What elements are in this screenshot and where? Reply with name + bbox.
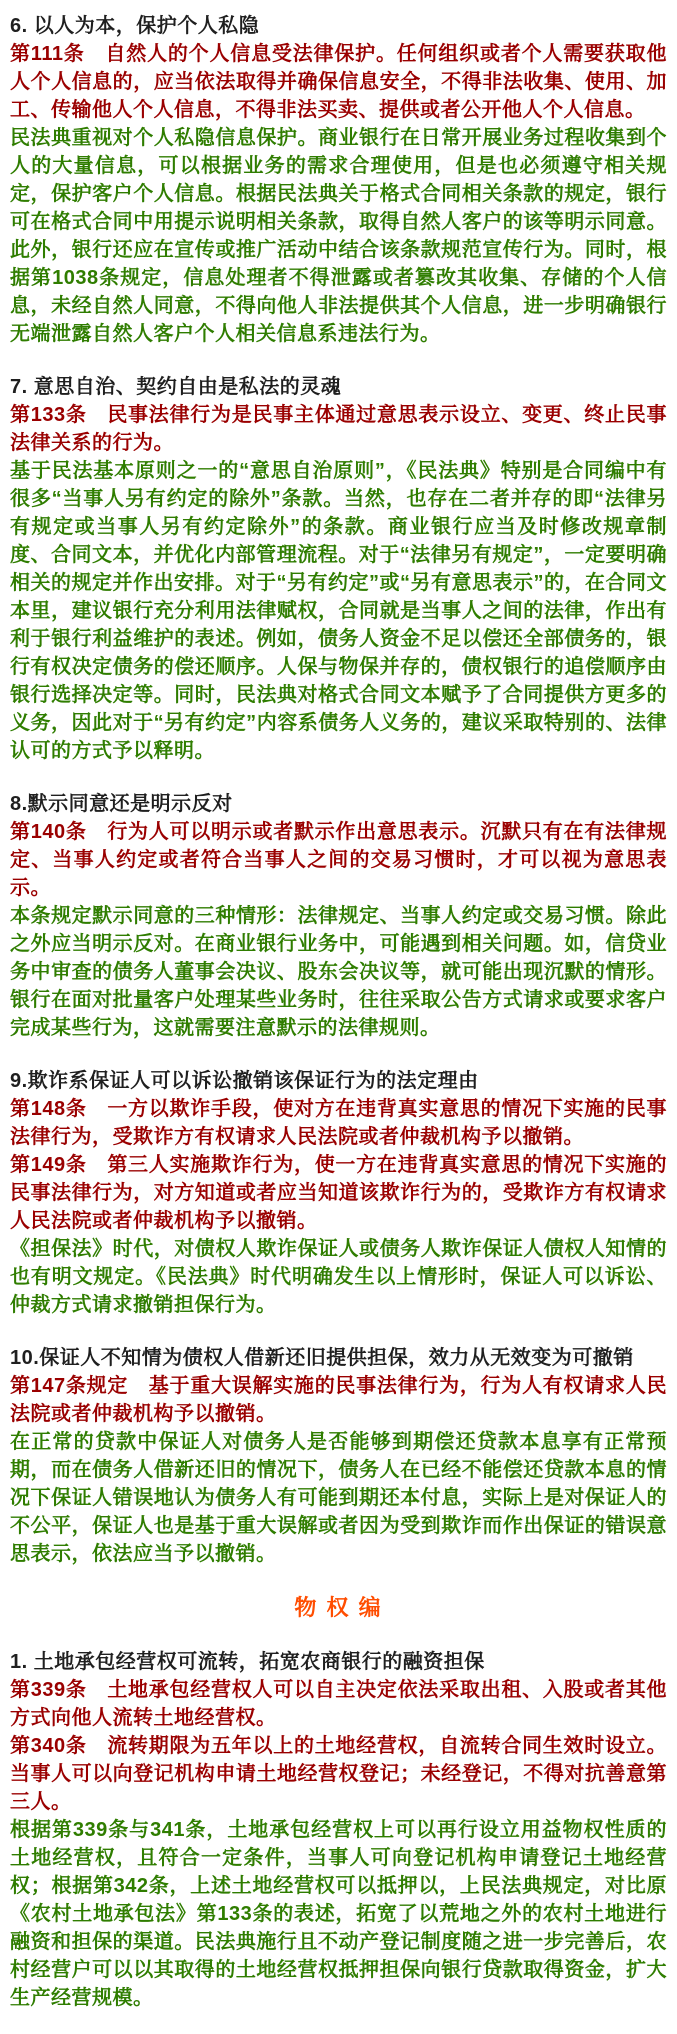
statute-paragraph: 第340条 流转期限为五年以上的土地经营权，自流转合同生效时设立。当事人可以向登记机构申请土地经营权登记；未经登记，不得对抗善意第三人。: [10, 1735, 667, 1813]
law-section: [10, 12, 667, 348]
part-title: 物 权 编: [294, 1595, 383, 1620]
law-section: [10, 790, 667, 1042]
statute-paragraph: 第149条 第三人实施欺诈行为，使一方在违背真实意思的情况下实施的民事法律行为，对方知道或者应当知道该欺诈行为的，受欺诈方有权请求人民法院或者仲裁机构予以撤销。: [10, 1154, 667, 1232]
statute-paragraph: 第140条 行为人可以明示或者默示作出意思表示。沉默只有在有法律规定、当事人约定或者符合当事人之间的交易习惯时，才可以视为意思表示。: [10, 821, 667, 899]
section-heading: 9.欺诈系保证人可以诉讼撤销该保证行为的法定理由: [10, 1070, 479, 1092]
section-heading: 6. 以人为本，保护个人私隐: [10, 15, 260, 37]
statute-paragraph: 第148条 一方以欺诈手段，使对方在违背真实意思的情况下实施的民事法律行为，受欺诈方有权请求人民法院或者仲裁机构予以撤销。: [10, 1098, 667, 1148]
statute-paragraph: 第133条 民事法律行为是民事主体通过意思表示设立、变更、终止民事法律关系的行为。: [10, 404, 667, 454]
section-heading: 10.保证人不知情为债权人借新还旧提供担保，效力从无效变为可撤销: [10, 1347, 634, 1369]
commentary-paragraph: 根据第339条与341条，土地承包经营权上可以再行设立用益物权性质的土地经营权，且符合一定条件，当事人可向登记机构申请登记土地经营权；根据第342条，上述土地经营权可以抵押以，上民法典规定，对比原《农村土地承包法》第133条的表述，拓宽了以荒地之外的农村土地进行融资和担保的渠道。民法典施行且不动产登记制度随之进一步完善后，农村经营户可以以其取得的土地经营权抵押担保向银行贷款取得资金，扩大生产经营规模。: [10, 1819, 667, 2009]
section-heading: 8.默示同意还是明示反对: [10, 793, 233, 815]
law-section: [10, 1648, 667, 2012]
statute-paragraph: 第111条 自然人的个人信息受法律保护。任何组织或者个人需要获取他人个人信息的，应当依法取得并确保信息安全，不得非法收集、使用、加工、传输他人个人信息，不得非法买卖、提供或者公开他人个人信息。: [10, 43, 667, 121]
commentary-paragraph: 本条规定默示同意的三种情形：法律规定、当事人约定或交易习惯。除此之外应当明示反对。在商业银行业务中，可能遇到相关问题。如，信贷业务中审查的债务人董事会决议、股东会决议等，就可能出现沉默的情形。银行在面对批量客户处理某些业务时，往往采取公告方式请求或要求客户完成某些行为，这就需要注意默示的法律规则。: [10, 905, 667, 1039]
law-section: [10, 1067, 667, 1319]
statute-paragraph: 第339条 土地承包经营权人可以自主决定依法采取出租、入股或者其他方式向他人流转土地经营权。: [10, 1679, 667, 1729]
statute-paragraph: 第147条规定 基于重大误解实施的民事法律行为，行为人有权请求人民法院或者仲裁机构予以撤销。: [10, 1375, 667, 1425]
section-heading: 7. 意思自治、契约自由是私法的灵魂: [10, 376, 342, 398]
commentary-paragraph: 民法典重视对个人私隐信息保护。商业银行在日常开展业务过程收集到个人的大量信息，可以根据业务的需求合理使用，但是也必须遵守相关规定，保护客户个人信息。根据民法典关于格式合同相关条款的规定，银行可在格式合同中用提示说明相关条款，取得自然人客户的该等明示同意。此外，银行还应在宣传或推广活动中结合该条款规范宣传行为。同时，根据第1038条规定，信息处理者不得泄露或者篡改其收集、存储的个人信息，未经自然人同意，不得向他人非法提供其个人信息，进一步明确银行无端泄露自然人客户个人相关信息系违法行为。: [10, 127, 667, 345]
law-section: [10, 373, 667, 765]
commentary-paragraph: 在正常的贷款中保证人对债务人是否能够到期偿还贷款本息享有正常预期，而在债务人借新还旧的情况下，债务人在已经不能偿还贷款本息的情况下保证人错误地认为债务人有可能到期还本付息，实际上是对保证人的不公平，保证人也是基于重大误解或者因为受到欺诈而作出保证的错误意思表示，依法应当予以撤销。: [10, 1431, 667, 1565]
section-heading: 1. 土地承包经营权可流转，拓宽农商银行的融资担保: [10, 1651, 485, 1673]
commentary-paragraph: 《担保法》时代，对债权人欺诈保证人或债务人欺诈保证人债权人知情的也有明文规定。《民法典》时代明确发生以上情形时，保证人可以诉讼、仲裁方式请求撤销担保行为。: [10, 1238, 667, 1316]
commentary-paragraph: 基于民法基本原则之一的“意思自治原则”，《民法典》特别是合同编中有很多“当事人另有约定的除外”条款。当然，也存在二者并存的即“法律另有规定或当事人另有约定除外”的条款。商业银行应当及时修改规章制度、合同文本，并优化内部管理流程。对于“法律另有规定”，一定要明确相关的规定并作出安排。对于“另有约定”或“另有意思表示”的，在合同文本里，建议银行充分利用法律赋权，合同就是当事人之间的法律，作出有利于银行利益维护的表述。例如，债务人资金不足以偿还全部债务的，银行有权决定债务的偿还顺序。人保与物保并存的，债权银行的追偿顺序由银行选择决定等。同时，民法典对格式合同文本赋予了合同提供方更多的义务，因此对于“另有约定”内容系债务人义务的，建议采取特别的、法律认可的方式予以释明。: [10, 460, 667, 762]
law-section: [10, 1344, 667, 1568]
